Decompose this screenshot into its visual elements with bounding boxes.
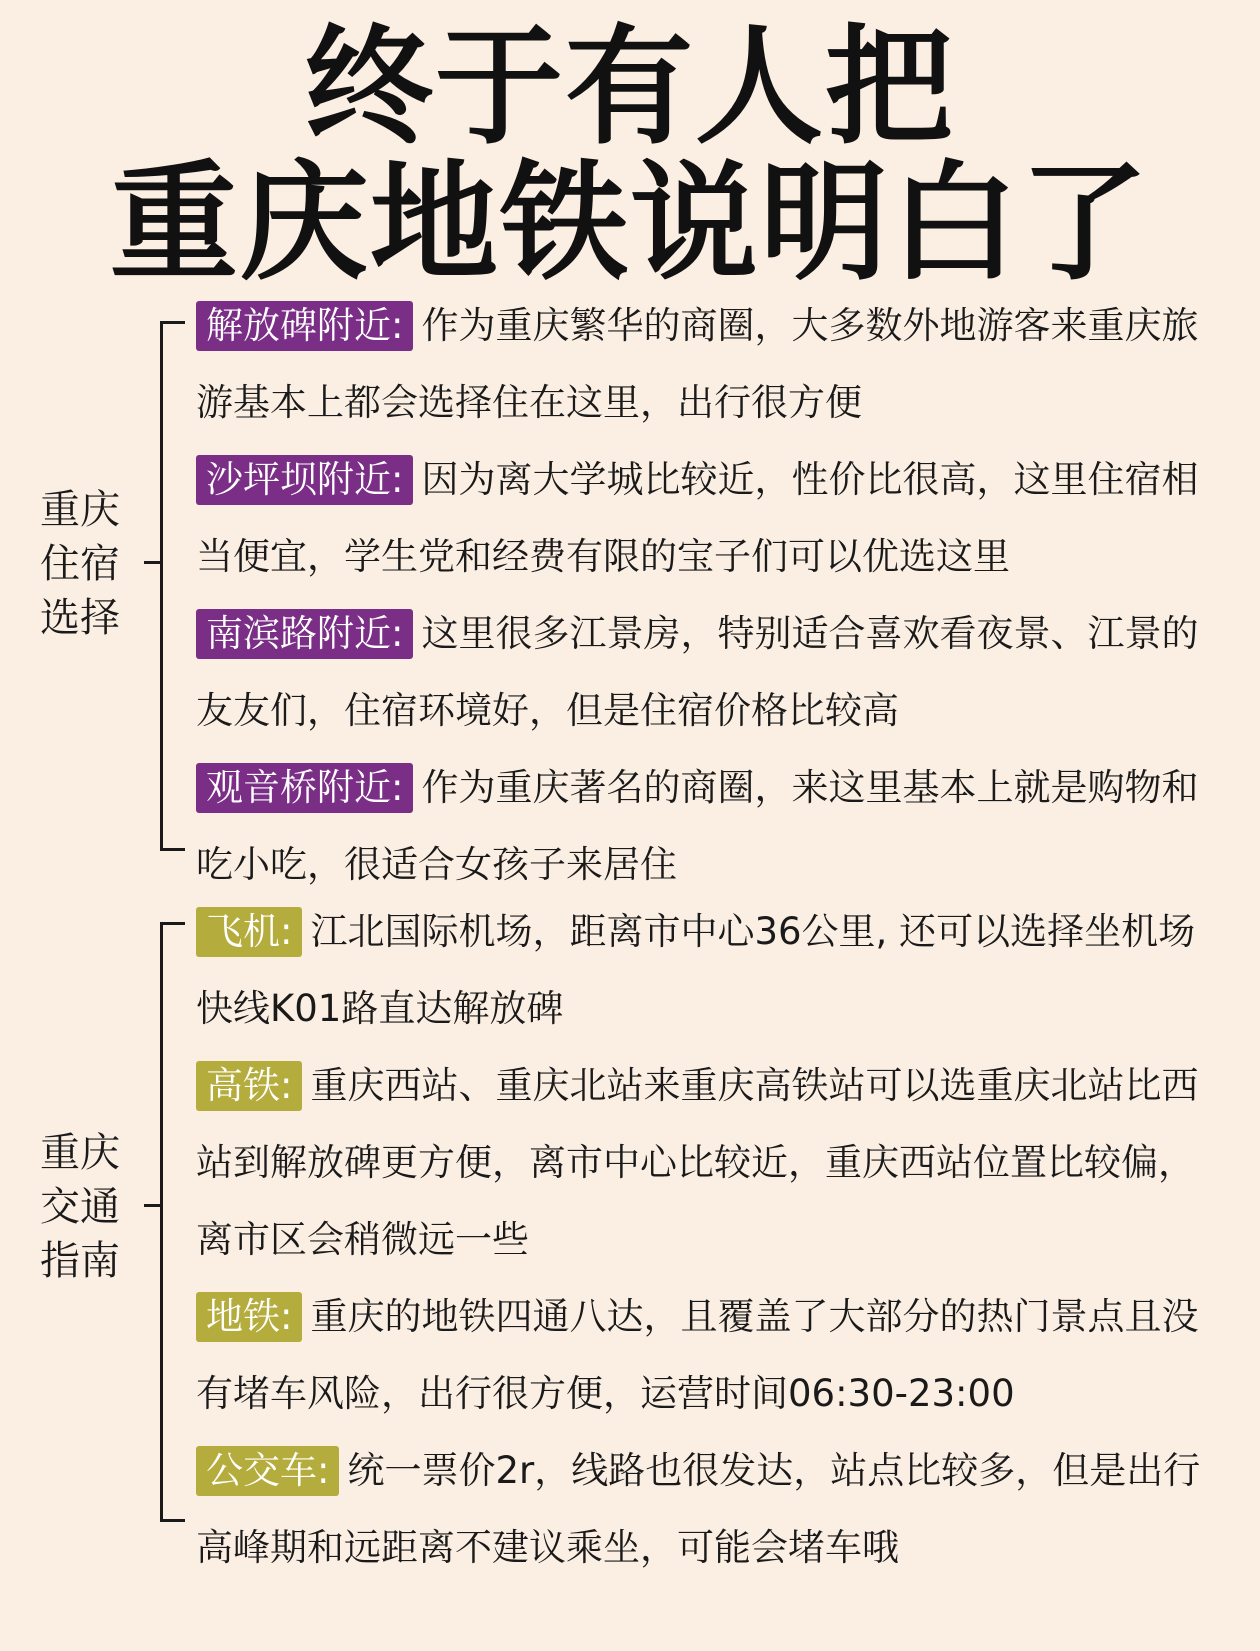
entry-text: 作为重庆著名的商圈，来这里基本上就是购物和吃小吃，很适合女孩子来居住 [196, 766, 1199, 886]
entry-tag: 解放碑附近: [196, 301, 413, 351]
list-item [196, 1047, 1220, 1278]
section-bracket [160, 922, 185, 1522]
entry-text: 这里很多江景房，特别适合喜欢看夜景、江景的友友们，住宿环境好，但是住宿价格比较高 [196, 612, 1199, 732]
list-item [196, 595, 1220, 749]
entry-tag: 飞机: [196, 907, 302, 957]
entry-text: 因为离大学城比较近，性价比很高，这里住宿相当便宜，学生党和经费有限的宝子们可以优选这里 [196, 458, 1199, 578]
list-item [196, 749, 1220, 903]
list-item [196, 441, 1220, 595]
section-label-line: 重庆 [40, 1130, 120, 1176]
section-label-line: 选择 [40, 595, 120, 641]
entry-tag: 观音桥附近: [196, 763, 413, 813]
section-bracket-tick [144, 561, 160, 564]
list-item [196, 1432, 1220, 1586]
entry-list [196, 287, 1220, 903]
section-transportation [0, 898, 1260, 1618]
page-title-line-1: 终于有人把 [304, 13, 955, 162]
list-item [196, 1278, 1220, 1432]
entry-tag: 公交车: [196, 1446, 339, 1496]
entry-tag: 高铁: [196, 1061, 302, 1111]
section-bracket-tick [144, 1204, 160, 1207]
section-label [40, 1126, 136, 1288]
entry-text: 重庆的地铁四通八达，且覆盖了大部分的热门景点且没有堵车风险，出行很方便，运营时间06:30-23:00 [196, 1295, 1199, 1415]
section-label-line: 住宿 [40, 541, 120, 587]
entry-text: 作为重庆繁华的商圈，大多数外地游客来重庆旅游基本上都会选择住在这里，出行很方便 [196, 304, 1199, 424]
list-item [196, 893, 1220, 1047]
list-item [196, 287, 1220, 441]
section-bracket [160, 321, 185, 851]
section-label-line: 指南 [40, 1238, 120, 1284]
section-label-line: 交通 [40, 1184, 120, 1230]
entry-tag: 地铁: [196, 1292, 302, 1342]
entry-text: 重庆西站、重庆北站来重庆高铁站可以选重庆北站比西站到解放碑更方便，离市中心比较近，重庆西站位置比较偏，离市区会稍微远一些 [196, 1064, 1199, 1261]
entry-tag: 南滨路附近: [196, 609, 413, 659]
entry-tag: 沙坪坝附近: [196, 455, 413, 505]
entry-text: 江北国际机场，距离市中心36公里, 还可以选择坐机场快线K01路直达解放碑 [196, 910, 1196, 1030]
page-title-line-2: 重庆地铁说明白了 [109, 149, 1150, 298]
section-accommodation [0, 304, 1260, 886]
entry-list [196, 893, 1220, 1586]
section-label [40, 483, 136, 645]
section-label-line: 重庆 [40, 487, 120, 533]
entry-text: 统一票价2r，线路也很发达，站点比较多，但是出行高峰期和远距离不建议乘坐，可能会堵车哦 [196, 1449, 1201, 1569]
